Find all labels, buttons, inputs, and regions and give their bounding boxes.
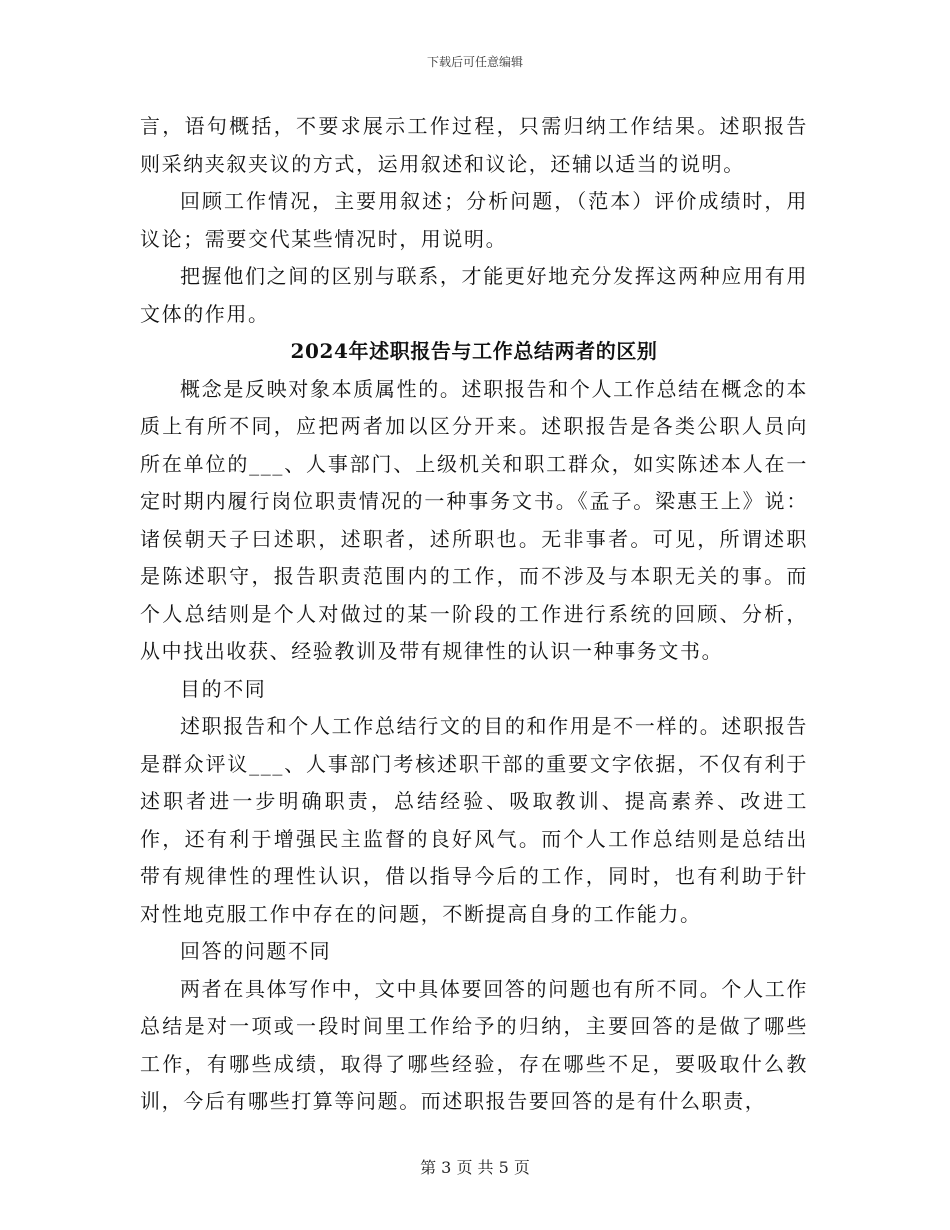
paragraph: 回顾工作情况，主要用叙述；分析问题，（范本）评价成绩时，用议论；需要交代某些情况时，用说明。 [140, 189, 808, 251]
subheading-purpose: 目的不同 [180, 676, 267, 701]
document-body [140, 108, 808, 1121]
subheading-questions: 回答的问题不同 [180, 939, 332, 963]
page-number: 第 3 页 共 5 页 [420, 1158, 530, 1177]
paragraph-continued: 言，语句概括，不要求展示工作过程，只需归纳工作结果。述职报告则采纳夹叙夹议的方式，运用叙述和议论，还辅以适当的说明。 [140, 114, 808, 176]
page-header: 下载后可任意编辑 [426, 55, 523, 69]
section-title: 2024年述职报告与工作总结两者的区别 [290, 339, 658, 363]
paragraph: 把握他们之间的区别与联系，才能更好地充分发挥这两种应用有用文体的作用。 [140, 264, 808, 326]
paragraph-concept: 概念是反映对象本质属性的。述职报告和个人工作总结在概念的本质上有所不同，应把两者加以区分开来。述职报告是各类公职人员向所在单位的___、人事部门、上级机关和职工群众，如实陈述本人在一定时期内履行岗位职责情况的一种事务文书。《孟子。梁惠王上》说：诸侯朝天子曰述职，述职者，述所职也。无非事者。可见，所谓述职是陈述职守，报告职责范围内的工作，而不涉及与本职无关的事。而个人总结则是个人对做过的某一阶段的工作进行系统的回顾、分析，从中找出收获、经验教训及带有规律性的认识一种事务文书。 [140, 376, 808, 663]
paragraph-questions: 两者在具体写作中，文中具体要回答的问题也有所不同。个人工作总结是对一项或一段时间里工作给予的归纳，主要回答的是做了哪些工作，有哪些成绩，取得了哪些经验，存在哪些不足，要吸取什么教训，今后有哪些打算等问题。而述职报告要回答的是有什么职责， [140, 976, 808, 1113]
paragraph-purpose: 述职报告和个人工作总结行文的目的和作用是不一样的。述职报告是群众评议___、人事部门考核述职干部的重要文字依据，不仅有利于述职者进一步明确职责，总结经验、吸取教训、提高素养、改进工作，还有利于增强民主监督的良好风气。而个人工作总结则是总结出带有规律性的理性认识，借以指导今后的工作，同时，也有利助于针对性地克服工作中存在的问题，不断提高自身的工作能力。 [140, 714, 808, 926]
